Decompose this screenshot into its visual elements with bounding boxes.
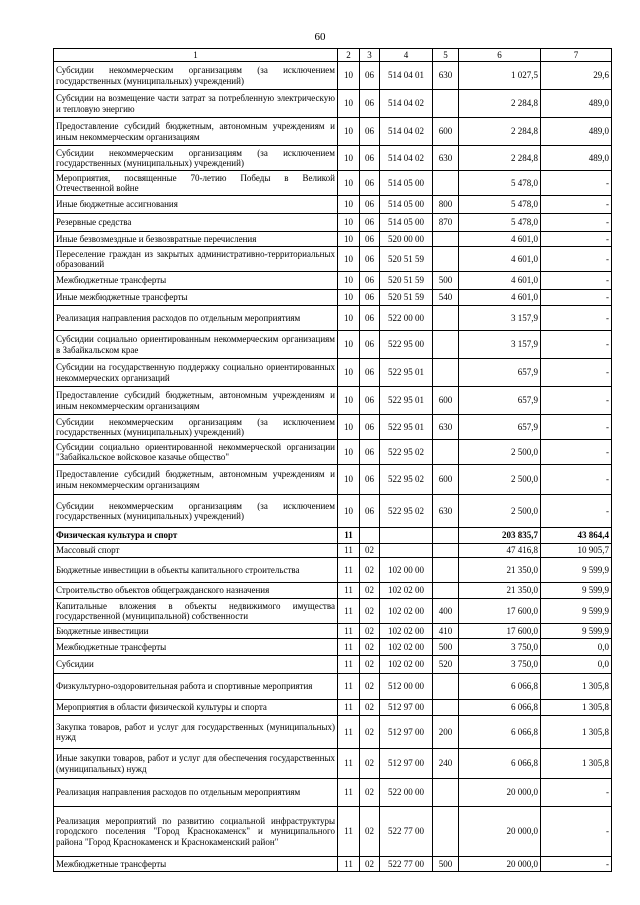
section-code: 10 — [338, 387, 360, 415]
target-article-code: 520 51 59 — [380, 290, 433, 306]
amount-approved: 4 601,0 — [459, 272, 541, 290]
table-row — [54, 247, 612, 272]
row-name: Бюджетные инвестиции в объекты капитального строительства — [54, 558, 338, 583]
subsection-code: 06 — [360, 415, 380, 440]
section-code: 11 — [338, 700, 360, 716]
amount-approved: 5 478,0 — [459, 171, 541, 196]
header-cell: 6 — [459, 49, 541, 62]
table-row — [54, 214, 612, 232]
table-row — [54, 387, 612, 415]
subsection-code: 02 — [360, 656, 380, 674]
expense-type-code: 200 — [433, 716, 459, 749]
budget-table — [53, 48, 612, 872]
section-code: 10 — [338, 214, 360, 232]
expense-type-code: 500 — [433, 639, 459, 656]
amount-approved: 5 478,0 — [459, 196, 541, 214]
table-row — [54, 495, 612, 528]
expense-type-code — [433, 359, 459, 387]
amount-approved: 1 027,5 — [459, 62, 541, 90]
header-cell: 4 — [380, 49, 433, 62]
amount-executed: - — [541, 214, 612, 232]
amount-executed: 0,0 — [541, 639, 612, 656]
row-name: Субсидии социально ориентированным некоммерческим организациям в Забайкальском крае — [54, 331, 338, 359]
target-article-code: 102 02 00 — [380, 639, 433, 656]
subsection-code: 06 — [360, 331, 380, 359]
table-row — [54, 599, 612, 624]
table-row — [54, 359, 612, 387]
subsection-code: 06 — [360, 387, 380, 415]
subsection-code: 06 — [360, 232, 380, 247]
table-row — [54, 544, 612, 558]
expense-type-code — [433, 544, 459, 558]
expense-type-code — [433, 90, 459, 118]
table-row — [54, 118, 612, 146]
table-row — [54, 624, 612, 639]
row-name: Иные межбюджетные трансферты — [54, 290, 338, 306]
amount-executed: - — [541, 465, 612, 495]
amount-executed: - — [541, 415, 612, 440]
amount-approved: 657,9 — [459, 387, 541, 415]
amount-executed: - — [541, 272, 612, 290]
row-name: Субсидии некоммерческим организациям (за исключением государственных (муниципальных) учреждений) — [54, 415, 338, 440]
section-code: 10 — [338, 359, 360, 387]
row-name: Иные закупки товаров, работ и услуг для обеспечения государственных (муниципальных) нужд — [54, 749, 338, 779]
subsection-code: 02 — [360, 857, 380, 872]
expense-type-code: 540 — [433, 290, 459, 306]
row-name: Межбюджетные трансферты — [54, 639, 338, 656]
row-name: Мероприятия в области физической культуры и спорта — [54, 700, 338, 716]
table-row — [54, 674, 612, 700]
subsection-code: 06 — [360, 214, 380, 232]
section-code: 11 — [338, 716, 360, 749]
subsection-code: 02 — [360, 583, 380, 599]
target-article-code: 522 95 00 — [380, 331, 433, 359]
subsection-code: 06 — [360, 118, 380, 146]
table-row — [54, 196, 612, 214]
table-row — [54, 232, 612, 247]
section-code: 11 — [338, 639, 360, 656]
section-code: 11 — [338, 558, 360, 583]
row-name: Строительство объектов общегражданского назначения — [54, 583, 338, 599]
amount-approved: 3 750,0 — [459, 639, 541, 656]
subsection-code: 06 — [360, 247, 380, 272]
section-code: 11 — [338, 779, 360, 807]
amount-executed: 489,0 — [541, 90, 612, 118]
subsection-code: 02 — [360, 558, 380, 583]
section-code: 10 — [338, 171, 360, 196]
expense-type-code: 400 — [433, 599, 459, 624]
section-code: 11 — [338, 656, 360, 674]
subsection-code: 02 — [360, 544, 380, 558]
amount-approved: 6 066,8 — [459, 674, 541, 700]
section-code: 10 — [338, 146, 360, 171]
subsection-code: 06 — [360, 196, 380, 214]
subsection-code: 06 — [360, 146, 380, 171]
amount-executed: 1 305,8 — [541, 674, 612, 700]
amount-executed: - — [541, 495, 612, 528]
section-code: 10 — [338, 415, 360, 440]
target-article-code: 514 04 02 — [380, 146, 433, 171]
table-row — [54, 779, 612, 807]
target-article-code: 522 77 00 — [380, 857, 433, 872]
expense-type-code — [433, 171, 459, 196]
row-name: Закупка товаров, работ и услуг для государственных (муниципальных) нужд — [54, 716, 338, 749]
amount-executed: 9 599,9 — [541, 599, 612, 624]
section-code: 11 — [338, 599, 360, 624]
subsection-code: 06 — [360, 90, 380, 118]
row-name: Капитальные вложения в объекты недвижимого имущества государственной (муниципальной) собственности — [54, 599, 338, 624]
table-row — [54, 558, 612, 583]
expense-type-code: 630 — [433, 146, 459, 171]
amount-executed: 9 599,9 — [541, 583, 612, 599]
subsection-code: 06 — [360, 495, 380, 528]
row-name: Субсидии — [54, 656, 338, 674]
table-row — [54, 807, 612, 857]
target-article-code: 520 51 59 — [380, 272, 433, 290]
target-article-code: 522 95 02 — [380, 465, 433, 495]
expense-type-code: 630 — [433, 62, 459, 90]
expense-type-code: 630 — [433, 415, 459, 440]
expense-type-code — [433, 807, 459, 857]
amount-executed: - — [541, 331, 612, 359]
amount-approved: 47 416,8 — [459, 544, 541, 558]
amount-approved: 4 601,0 — [459, 232, 541, 247]
target-article-code: 512 97 00 — [380, 716, 433, 749]
amount-approved: 5 478,0 — [459, 214, 541, 232]
subsection-code: 06 — [360, 440, 380, 465]
amount-approved: 4 601,0 — [459, 247, 541, 272]
amount-approved: 17 600,0 — [459, 624, 541, 639]
amount-approved: 3 750,0 — [459, 656, 541, 674]
amount-approved: 203 835,7 — [459, 528, 541, 544]
amount-approved: 17 600,0 — [459, 599, 541, 624]
row-name: Реализация мероприятий по развитию социальной инфраструктуры городского поселения "Город Краснокаменск" и муниципального района "Город Краснокаменск и Краснокаменский район" — [54, 807, 338, 857]
header-row — [54, 49, 612, 62]
amount-executed: - — [541, 807, 612, 857]
section-code: 10 — [338, 272, 360, 290]
expense-type-code: 600 — [433, 387, 459, 415]
subsection-code: 02 — [360, 779, 380, 807]
subsection-code: 02 — [360, 599, 380, 624]
row-name: Иные бюджетные ассигнования — [54, 196, 338, 214]
row-name: Субсидии некоммерческим организациям (за исключением государственных (муниципальных) учреждений) — [54, 62, 338, 90]
target-article-code: 522 95 02 — [380, 440, 433, 465]
amount-executed: 489,0 — [541, 118, 612, 146]
subsection-code — [360, 528, 380, 544]
section-code: 10 — [338, 290, 360, 306]
amount-approved: 2 284,8 — [459, 118, 541, 146]
row-name: Межбюджетные трансферты — [54, 857, 338, 872]
target-article-code: 522 95 01 — [380, 359, 433, 387]
header-cell: 7 — [541, 49, 612, 62]
amount-approved: 20 000,0 — [459, 779, 541, 807]
target-article-code: 514 04 02 — [380, 118, 433, 146]
amount-executed: - — [541, 779, 612, 807]
amount-executed: - — [541, 232, 612, 247]
target-article-code: 514 04 01 — [380, 62, 433, 90]
subsection-code: 02 — [360, 700, 380, 716]
amount-approved: 6 066,8 — [459, 716, 541, 749]
section-code: 11 — [338, 749, 360, 779]
row-name: Субсидии на государственную поддержку социально ориентированных некоммерческих организаций — [54, 359, 338, 387]
target-article-code: 520 51 59 — [380, 247, 433, 272]
table-row — [54, 700, 612, 716]
subsection-code: 02 — [360, 749, 380, 779]
expense-type-code — [433, 528, 459, 544]
row-name: Субсидии на возмещение части затрат за потребленную электрическую и тепловую энергию — [54, 90, 338, 118]
subsection-code: 02 — [360, 716, 380, 749]
section-code: 10 — [338, 62, 360, 90]
section-code: 10 — [338, 90, 360, 118]
amount-executed: - — [541, 196, 612, 214]
subsection-code: 02 — [360, 639, 380, 656]
section-code: 10 — [338, 306, 360, 331]
amount-executed: 43 864,4 — [541, 528, 612, 544]
section-code: 10 — [338, 247, 360, 272]
amount-approved: 3 157,9 — [459, 306, 541, 331]
target-article-code: 512 97 00 — [380, 749, 433, 779]
amount-approved: 6 066,8 — [459, 749, 541, 779]
target-article-code: 102 02 00 — [380, 583, 433, 599]
amount-approved: 20 000,0 — [459, 857, 541, 872]
amount-executed: - — [541, 290, 612, 306]
section-code: 10 — [338, 495, 360, 528]
table-row — [54, 583, 612, 599]
subsection-code: 02 — [360, 674, 380, 700]
expense-type-code: 520 — [433, 656, 459, 674]
table-row — [54, 465, 612, 495]
expense-type-code — [433, 440, 459, 465]
subsection-code: 06 — [360, 306, 380, 331]
target-article-code: 522 95 02 — [380, 495, 433, 528]
target-article-code: 102 02 00 — [380, 656, 433, 674]
amount-approved: 2 500,0 — [459, 495, 541, 528]
target-article-code: 512 97 00 — [380, 700, 433, 716]
expense-type-code: 600 — [433, 465, 459, 495]
expense-type-code — [433, 558, 459, 583]
target-article-code: 102 00 00 — [380, 558, 433, 583]
target-article-code — [380, 528, 433, 544]
row-name: Межбюджетные трансферты — [54, 272, 338, 290]
expense-type-code: 600 — [433, 118, 459, 146]
amount-executed: 489,0 — [541, 146, 612, 171]
amount-executed: 0,0 — [541, 656, 612, 674]
section-code: 11 — [338, 807, 360, 857]
subsection-code: 02 — [360, 624, 380, 639]
header-cell: 2 — [338, 49, 360, 62]
amount-executed: - — [541, 440, 612, 465]
page-number: 60 — [314, 31, 326, 43]
table-row — [54, 90, 612, 118]
amount-executed: 10 905,7 — [541, 544, 612, 558]
table-row — [54, 716, 612, 749]
section-code: 11 — [338, 583, 360, 599]
row-name: Предоставление субсидий бюджетным, автономным учреждениям и иным некоммерческим организациям — [54, 118, 338, 146]
amount-approved: 2 500,0 — [459, 440, 541, 465]
section-code: 11 — [338, 857, 360, 872]
target-article-code: 514 04 02 — [380, 90, 433, 118]
row-name: Реализация направления расходов по отдельным мероприятиям — [54, 306, 338, 331]
amount-executed: 9 599,9 — [541, 624, 612, 639]
target-article-code: 514 05 00 — [380, 171, 433, 196]
expense-type-code: 630 — [433, 495, 459, 528]
row-name: Реализация направления расходов по отдельным мероприятиям — [54, 779, 338, 807]
subsection-code: 06 — [360, 290, 380, 306]
row-name: Резервные средства — [54, 214, 338, 232]
row-name: Массовый спорт — [54, 544, 338, 558]
table-row — [54, 272, 612, 290]
expense-type-code: 240 — [433, 749, 459, 779]
subsection-code: 06 — [360, 171, 380, 196]
expense-type-code — [433, 674, 459, 700]
amount-approved: 6 066,8 — [459, 700, 541, 716]
table-row — [54, 440, 612, 465]
amount-executed: - — [541, 247, 612, 272]
row-name: Переселение граждан из закрытых административно-территориальных образований — [54, 247, 338, 272]
table-row — [54, 331, 612, 359]
row-name: Мероприятия, посвященные 70-летию Победы в Великой Отечественной войне — [54, 171, 338, 196]
target-article-code: 514 05 00 — [380, 196, 433, 214]
amount-executed: - — [541, 857, 612, 872]
amount-approved: 2 500,0 — [459, 465, 541, 495]
table-row — [54, 306, 612, 331]
expense-type-code: 870 — [433, 214, 459, 232]
target-article-code: 522 00 00 — [380, 306, 433, 331]
row-name: Субсидии некоммерческим организациям (за исключением государственных (муниципальных) учреждений) — [54, 146, 338, 171]
amount-executed: 1 305,8 — [541, 700, 612, 716]
section-code: 10 — [338, 118, 360, 146]
amount-executed: 1 305,8 — [541, 716, 612, 749]
amount-executed: - — [541, 171, 612, 196]
section-code: 10 — [338, 196, 360, 214]
expense-type-code — [433, 247, 459, 272]
row-name: Физкультурно-оздоровительная работа и спортивные мероприятия — [54, 674, 338, 700]
target-article-code: 520 00 00 — [380, 232, 433, 247]
section-code: 10 — [338, 331, 360, 359]
amount-approved: 4 601,0 — [459, 290, 541, 306]
amount-approved: 2 284,8 — [459, 90, 541, 118]
section-code: 10 — [338, 465, 360, 495]
subsection-code: 06 — [360, 465, 380, 495]
table-row — [54, 639, 612, 656]
table-row — [54, 749, 612, 779]
amount-executed: - — [541, 387, 612, 415]
table-row — [54, 656, 612, 674]
table-row — [54, 146, 612, 171]
expense-type-code: 410 — [433, 624, 459, 639]
expense-type-code — [433, 232, 459, 247]
subsection-code: 06 — [360, 272, 380, 290]
expense-type-code: 800 — [433, 196, 459, 214]
amount-approved: 21 350,0 — [459, 583, 541, 599]
expense-type-code — [433, 306, 459, 331]
amount-executed: 1 305,8 — [541, 749, 612, 779]
target-article-code: 102 02 00 — [380, 599, 433, 624]
section-code: 11 — [338, 544, 360, 558]
amount-executed: 29,6 — [541, 62, 612, 90]
subsection-code: 06 — [360, 62, 380, 90]
table-row — [54, 415, 612, 440]
row-name: Предоставление субсидий бюджетным, автономным учреждениям и иным некоммерческим организациям — [54, 387, 338, 415]
amount-approved: 3 157,9 — [459, 331, 541, 359]
section-code: 10 — [338, 232, 360, 247]
target-article-code: 522 95 01 — [380, 387, 433, 415]
target-article-code: 102 02 00 — [380, 624, 433, 639]
row-name: Субсидии социально ориентированной некоммерческой организации "Забайкальское войсковое казачье общество" — [54, 440, 338, 465]
section-code: 11 — [338, 624, 360, 639]
target-article-code: 512 00 00 — [380, 674, 433, 700]
expense-type-code — [433, 331, 459, 359]
target-article-code: 522 00 00 — [380, 779, 433, 807]
table-row — [54, 528, 612, 544]
expense-type-code — [433, 700, 459, 716]
expense-type-code: 500 — [433, 857, 459, 872]
amount-executed: 9 599,9 — [541, 558, 612, 583]
amount-executed: - — [541, 359, 612, 387]
row-name: Предоставление субсидий бюджетным, автономным учреждениям и иным некоммерческим организациям — [54, 465, 338, 495]
amount-approved: 2 284,8 — [459, 146, 541, 171]
target-article-code: 522 95 01 — [380, 415, 433, 440]
table-row — [54, 290, 612, 306]
target-article-code — [380, 544, 433, 558]
section-code: 11 — [338, 528, 360, 544]
header-cell: 1 — [54, 49, 338, 62]
expense-type-code — [433, 583, 459, 599]
table-row — [54, 171, 612, 196]
amount-executed: - — [541, 306, 612, 331]
expense-type-code: 500 — [433, 272, 459, 290]
row-name: Субсидии некоммерческим организациям (за исключением государственных (муниципальных) учреждений) — [54, 495, 338, 528]
section-code: 11 — [338, 674, 360, 700]
row-name: Физическая культура и спорт — [54, 528, 338, 544]
subsection-code: 02 — [360, 807, 380, 857]
table-row — [54, 857, 612, 872]
row-name: Иные безвозмездные и безвозвратные перечисления — [54, 232, 338, 247]
amount-approved: 21 350,0 — [459, 558, 541, 583]
header-cell: 3 — [360, 49, 380, 62]
header-cell: 5 — [433, 49, 459, 62]
subsection-code: 06 — [360, 359, 380, 387]
target-article-code: 522 77 00 — [380, 807, 433, 857]
amount-approved: 20 000,0 — [459, 807, 541, 857]
section-code: 10 — [338, 440, 360, 465]
row-name: Бюджетные инвестиции — [54, 624, 338, 639]
amount-approved: 657,9 — [459, 359, 541, 387]
target-article-code: 514 05 00 — [380, 214, 433, 232]
table-row — [54, 62, 612, 90]
expense-type-code — [433, 779, 459, 807]
amount-approved: 657,9 — [459, 415, 541, 440]
